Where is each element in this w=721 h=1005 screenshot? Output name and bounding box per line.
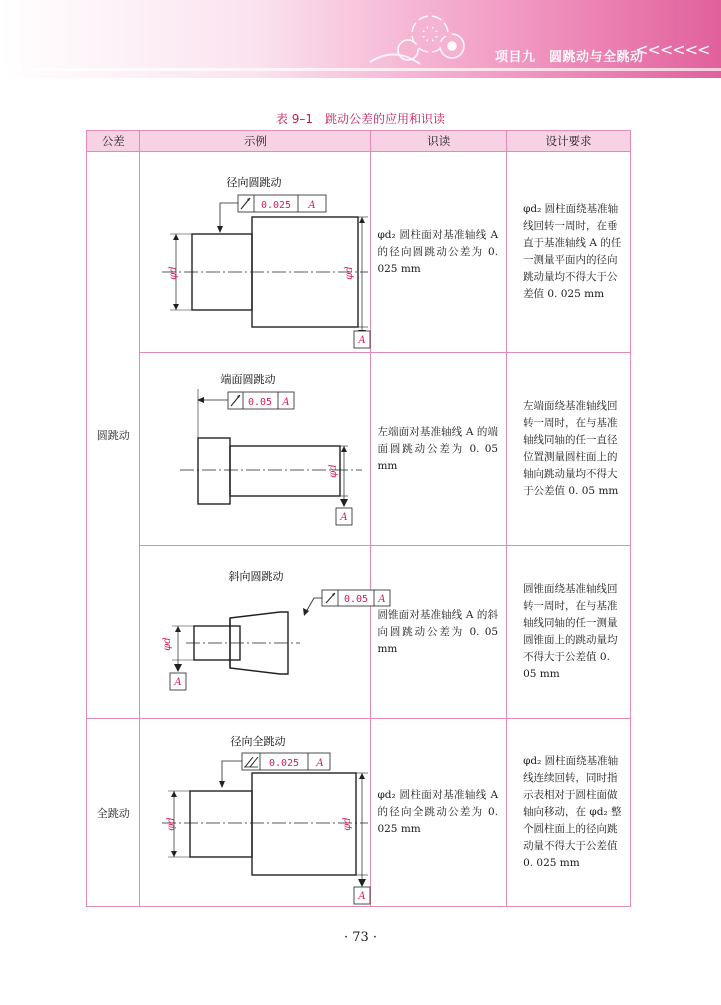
reading-text: 圆锥面对基准轴线 A 的斜向圆跳动公差为 0. 05 mm [377, 608, 499, 655]
requirement-cell [507, 546, 631, 719]
table-caption: 表 9–1 跳动公差的应用和识读 [275, 112, 446, 126]
table-row [87, 152, 631, 353]
runout-tolerance-table [86, 130, 631, 907]
diagram-title: 端面圆跳动 [220, 373, 276, 386]
example-cell [140, 152, 371, 353]
table-row [87, 719, 631, 907]
dimension-label-left: φd [168, 266, 180, 280]
requirement-text: φd₂ 圆柱面绕基准轴线回转一周时，在垂直于基准轴线 A 的任一测量平面内的径向跳动量均不得大于公差值 0. 025 mm [523, 203, 622, 300]
reading-text: φd₂ 圆柱面对基准轴线 A 的径向圆跳动公差为 0. 025 mm [377, 228, 499, 275]
diagram-title: 斜向圆跳动 [228, 570, 284, 583]
table-header-row [87, 131, 631, 152]
radial-runout-diagram [140, 152, 370, 352]
tolerance-value: 0.025 [269, 758, 300, 769]
column-header-reading: 识读 [371, 131, 507, 152]
tolerance-value: 0.05 [248, 397, 273, 408]
datum-letter: A [308, 200, 317, 211]
dimension-label-left: φd [162, 637, 174, 651]
requirement-text: φd₂ 圆柱面绕基准轴线连续回转，同时指示表相对于圆柱面做轴向移动，在 φd₂ 整个圆柱面上的径向跳动量不得大于公差值 0. 025 mm [523, 755, 622, 869]
requirement-cell [507, 152, 631, 353]
requirement-text: 左端面绕基准轴线回转一周时，在与基准轴线同轴的任一直径位置测量圆柱面上的轴向跳动量均不得大于公差值 0. 05 mm [523, 400, 619, 497]
reading-text: φd₂ 圆柱面对基准轴线 A 的径向全跳动公差为 0. 025 mm [377, 789, 499, 835]
diagram-title: 径向圆跳动 [226, 176, 282, 189]
column-header-requirement: 设计要求 [507, 131, 631, 152]
dimension-label-right: φd [344, 266, 356, 280]
datum-letter: A [282, 397, 291, 408]
reading-cell [371, 152, 507, 353]
datum-letter: A [316, 758, 325, 769]
example-cell [140, 719, 371, 907]
column-header-tolerance: 公差 [87, 131, 140, 152]
tolerance-value: 0.05 [344, 594, 369, 605]
datum-box-letter: A [358, 891, 367, 902]
category-circular-runout: 圆跳动 [87, 152, 140, 719]
face-runout-diagram [140, 353, 370, 545]
chapter-title: 项目九 圆跳动与全跳动 [495, 50, 644, 65]
tolerance-value: 0.025 [261, 200, 292, 211]
dimension-label-right: φd [328, 464, 340, 478]
gear-decoration-icon [360, 6, 470, 72]
requirement-cell [507, 353, 631, 546]
table-row [87, 546, 631, 719]
reading-cell [371, 719, 507, 907]
table-row [87, 353, 631, 546]
oblique-runout-diagram [140, 546, 387, 718]
diagram-title: 径向全跳动 [230, 735, 286, 748]
page-number: · 73 · [343, 930, 378, 945]
reading-cell [371, 546, 507, 719]
category-total-runout: 全跳动 [87, 719, 140, 907]
chevrons-decoration: <<<<<< [635, 40, 710, 59]
datum-box-letter: A [358, 335, 367, 346]
datum-box-letter: A [174, 677, 183, 688]
requirement-text: 圆锥面绕基准轴线回转一周时，在与基准轴线同轴的任一测量圆锥面上的跳动量均不得大于公差值 0. 05 mm [523, 583, 618, 680]
reading-text: 左端面对基准轴线 A 的端面圆跳动公差为 0. 05 mm [377, 425, 499, 472]
datum-letter: A [378, 594, 387, 605]
reading-cell [371, 353, 507, 546]
dimension-label-right: φd [342, 817, 354, 831]
column-header-example: 示例 [140, 131, 371, 152]
requirement-cell [507, 719, 631, 907]
dimension-label-left: φd [166, 817, 178, 831]
datum-box-letter: A [340, 512, 349, 523]
total-runout-diagram [140, 719, 370, 906]
example-cell [140, 353, 371, 546]
example-cell [140, 546, 387, 719]
